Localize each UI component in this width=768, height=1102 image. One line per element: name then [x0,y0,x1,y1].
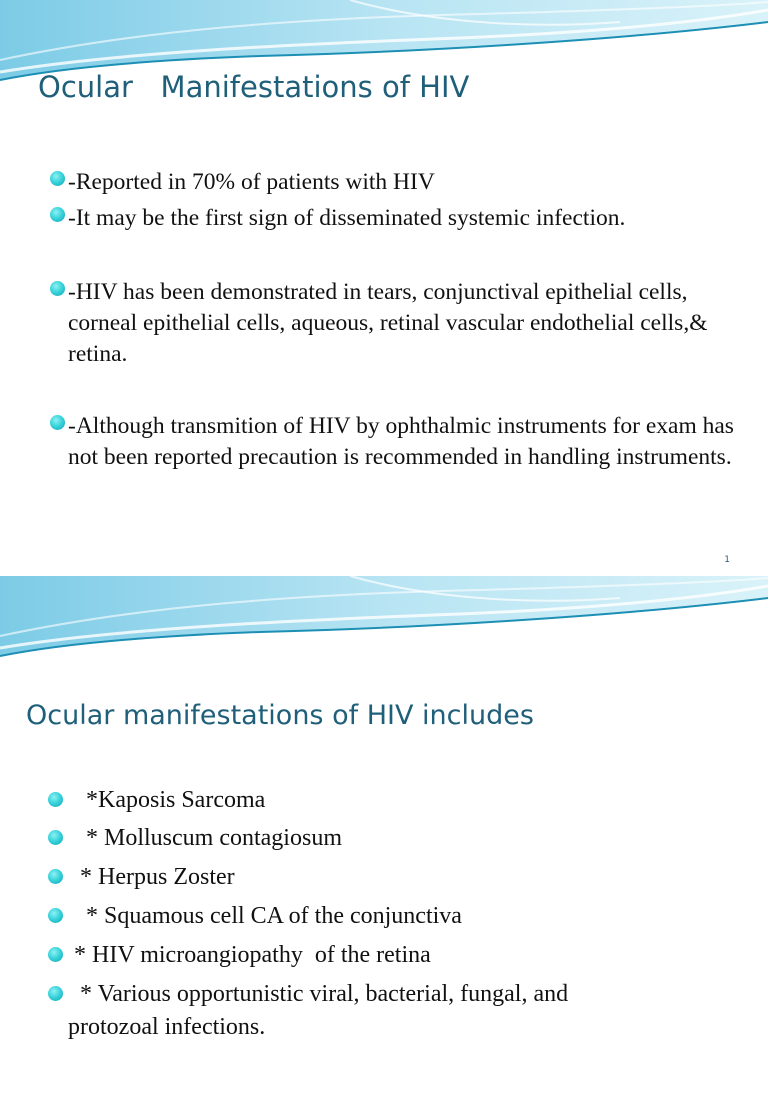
slide-2 [0,576,768,1040]
header-wave-graphic [0,576,768,676]
slide-2-title: Ocular manifestations of HIV includes [26,700,534,731]
bullet-icon [50,415,65,430]
bullet-icon [48,947,63,962]
bullet-icon [48,986,63,1001]
bullet-icon [48,908,63,923]
slide-2-bullet-6: * Various opportunistic viral, bacterial, fungal, and [48,979,758,1009]
slide-2-bullet-3: * Herpus Zoster [48,862,758,892]
slide-2-bullet-2: * Molluscum contagiosum [48,823,758,853]
slide-1-bullet-2: -It may be the first sign of disseminated systemic infection. [50,203,750,234]
slide-2-bullet-4: * Squamous cell CA of the conjunctiva [48,901,758,931]
slide-1-title: Ocular Manifestations of HIV [38,70,470,104]
bullet-icon [50,171,65,186]
bullet-icon [50,207,65,222]
bullet-icon [48,792,63,807]
bullet-icon [48,869,63,884]
slide-1-bullet-1: -Reported in 70% of patients with HIV [50,167,750,198]
bullet-icon [48,830,63,845]
slide-number: 1 [724,555,730,565]
slide-2-bullet-5: * HIV microangiopathy of the retina [48,940,758,970]
slide-2-bullet-6-continuation: protozoal infections. [68,1014,266,1040]
slide-1-bullet-4: -Although transmition of HIV by ophthalmic instruments for exam has not been reported precaution is recommended in handling instruments. [50,411,750,504]
slide-2-bullet-1: *Kaposis Sarcoma [48,785,758,815]
bullet-icon [50,281,65,296]
slide-1-bullet-3: -HIV has been demonstrated in tears, conjunctival epithelial cells, corneal epithelial cells, aqueous, retinal vascular endothelial cells,& retina. [50,277,750,370]
